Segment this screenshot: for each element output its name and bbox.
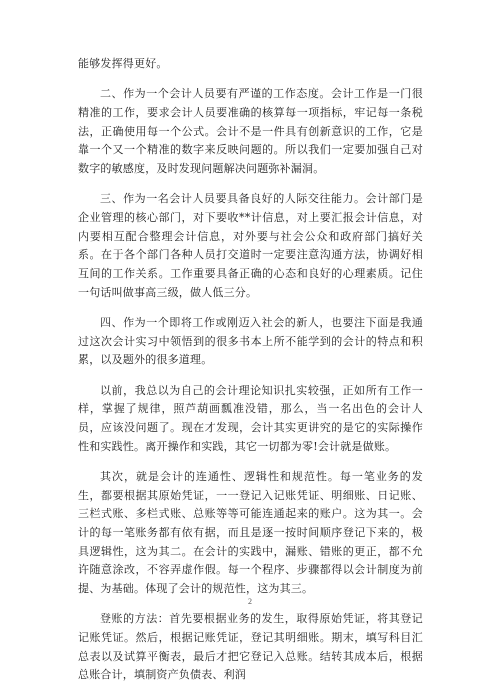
paragraph-previous-understanding: 以前，我总以为自己的会计理论知识扎实较强，正如所有工作一样，掌握了规律，照芦葫画瓢准没错，那么，当一名出色的会计人员，应该没问题了。现在才发现，会计其实更讲究的是它的实际操作性和实践性。离开操作和实践，其它一切都为零!会计就是做账。 (78, 383, 423, 453)
paragraph-interpersonal-skills: 三、作为一名会计人员要具备良好的人际交往能力。会计部门是企业管理的核心部门，对下要收**计信息，对上要汇报会计信息，对内要相互配合整理会计信息，对外要与社会公众和政府部门搞好关系。在于各个部门各种人员打交道时一定要注意沟通方法，协调好相互间的工作关系。工作重要具备正确的心态和良好的心理素质。记住一句话叫做事高三级，做人低三分。 (78, 192, 423, 299)
paragraph-continuation: 能够发挥得更好。 (78, 57, 168, 70)
paragraph-new-employee: 四、作为一个即将工作或刚迈入社会的新人，也要注下面是我通过这次会计实习中领悟到的很多书本上所不能学到的会计的特点和积累，以及题外的很多道理。 (78, 315, 423, 367)
paragraph-bookkeeping-method: 登账的方法：首先要根据业务的发生，取得原始凭证，将其登记记账凭证。然后，根据记账凭证，登记其明细账。期末，填写科目汇总表以及试算平衡表，最后才把它登记入总账。结转其成本后，根据总账合计，填制资产负债表、利润 (78, 612, 423, 682)
paragraph-work-attitude: 二、作为一个会计人员要有严谨的工作态度。会计工作是一门很精准的工作，要求会计人员要准确的核算每一项指标，牢记每一条税法，正确使用每一个公式。会计不是一件具有创新意识的工作，它是靠一个又一个精准的数字来反映问题的。所以我们一定要加强自己对数字的敏感度，及时发现问题解决问题弥补漏洞。 (78, 87, 423, 176)
document-page (78, 55, 423, 685)
paragraph-logic-and-standards: 其次，就是会计的连通性、逻辑性和规范性。每一笔业务的发生，都要根据其原始凭证，一一登记入记账凭证、明细账、日记账、三栏式账、多栏式账、总账等等可能连通起来的账户。这为其一。会计的每一笔账务都有依有据，而且是逐一按时间顺序登记下来的，极具逻辑性，这为其二。在会计的实践中，漏账、错账的更正，都不允许随意涂改，不容弄虚作假。每一个程序、步骤都得以会计制度为前提、为基础。体现了会计的规范性，这为其三。 (78, 469, 423, 596)
page-number: 2 (248, 597, 252, 606)
